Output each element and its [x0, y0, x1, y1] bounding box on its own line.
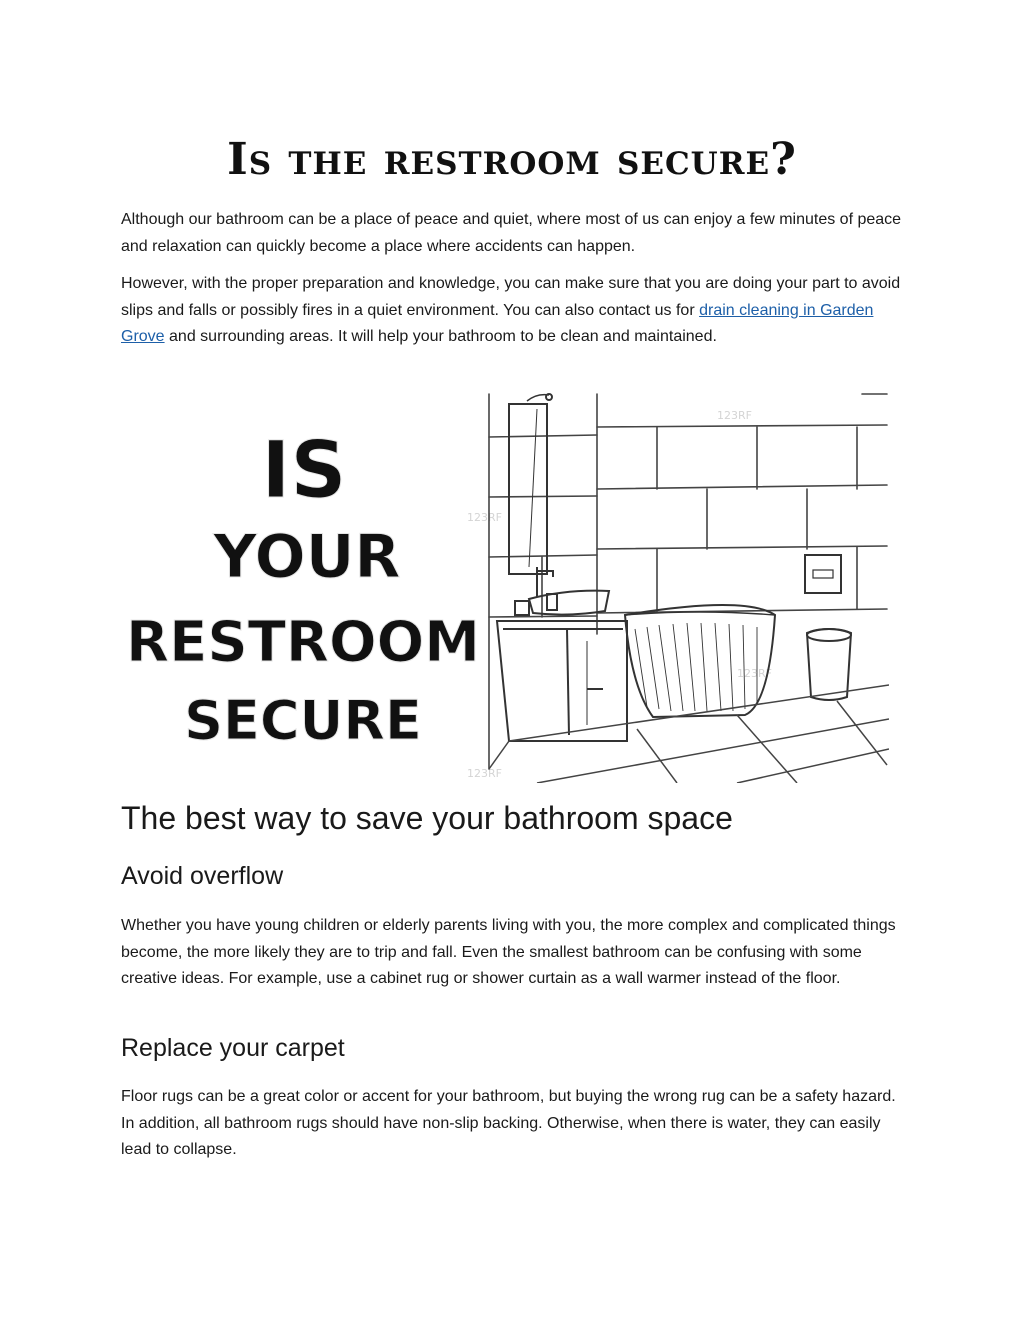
bathroom-sketch-illustration: [117, 389, 889, 783]
intro-text-before-link: However, with the proper preparation and knowledge, you can make sure that you are doing your part to avoid slips and falls or possibly fires in a quiet environment. You can also contact us for: [121, 275, 901, 319]
watermark-4: 123RF: [467, 767, 502, 780]
watermark-3: 123RF: [737, 667, 772, 680]
subheading-avoid-overflow: Avoid overflow: [121, 862, 284, 890]
intro-paragraph-2: [121, 271, 911, 351]
replace-carpet-paragraph: Floor rugs can be a great color or accent for your bathroom, but buying the wrong rug can be a safety hazard. In addition, all bathroom rugs should have non-slip backing. Otherwise, when there is water, they can easily lead to collapse.: [121, 1088, 896, 1158]
subheading-replace-carpet: Replace your carpet: [121, 1034, 345, 1062]
section-heading: The best way to save your bathroom space: [121, 800, 733, 836]
intro-text-after-link: and surrounding areas. It will help your bathroom to be clean and maintained.: [164, 328, 717, 345]
watermark-2: 123RF: [717, 409, 752, 422]
intro-paragraph-1: Although our bathroom can be a place of peace and quiet, where most of us can enjoy a few minutes of peace and relaxation can quickly become a place where accidents can happen.: [121, 211, 902, 255]
hero-line-4: SECURE: [184, 689, 422, 752]
hero-line-1: IS: [261, 426, 347, 516]
drain-cleaning-link[interactable]: drain cleaning in Garden Grove: [121, 301, 874, 345]
avoid-overflow-paragraph: Whether you have young children or elderly parents living with you, the more complex and complicated things become, the more likely they are to trip and fall. Even the smallest bathroom can be confusing with some creative ideas. For example, use a cabinet rug or shower curtain as a wall warmer instead of the floor.: [121, 917, 896, 987]
hero-line-2: YOUR: [213, 522, 401, 592]
hero-image: [117, 389, 889, 783]
watermark-1: 123RF: [467, 511, 502, 524]
page-title: Is the restroom secure?: [227, 134, 797, 185]
hero-line-3: RESTROOM: [126, 610, 480, 675]
